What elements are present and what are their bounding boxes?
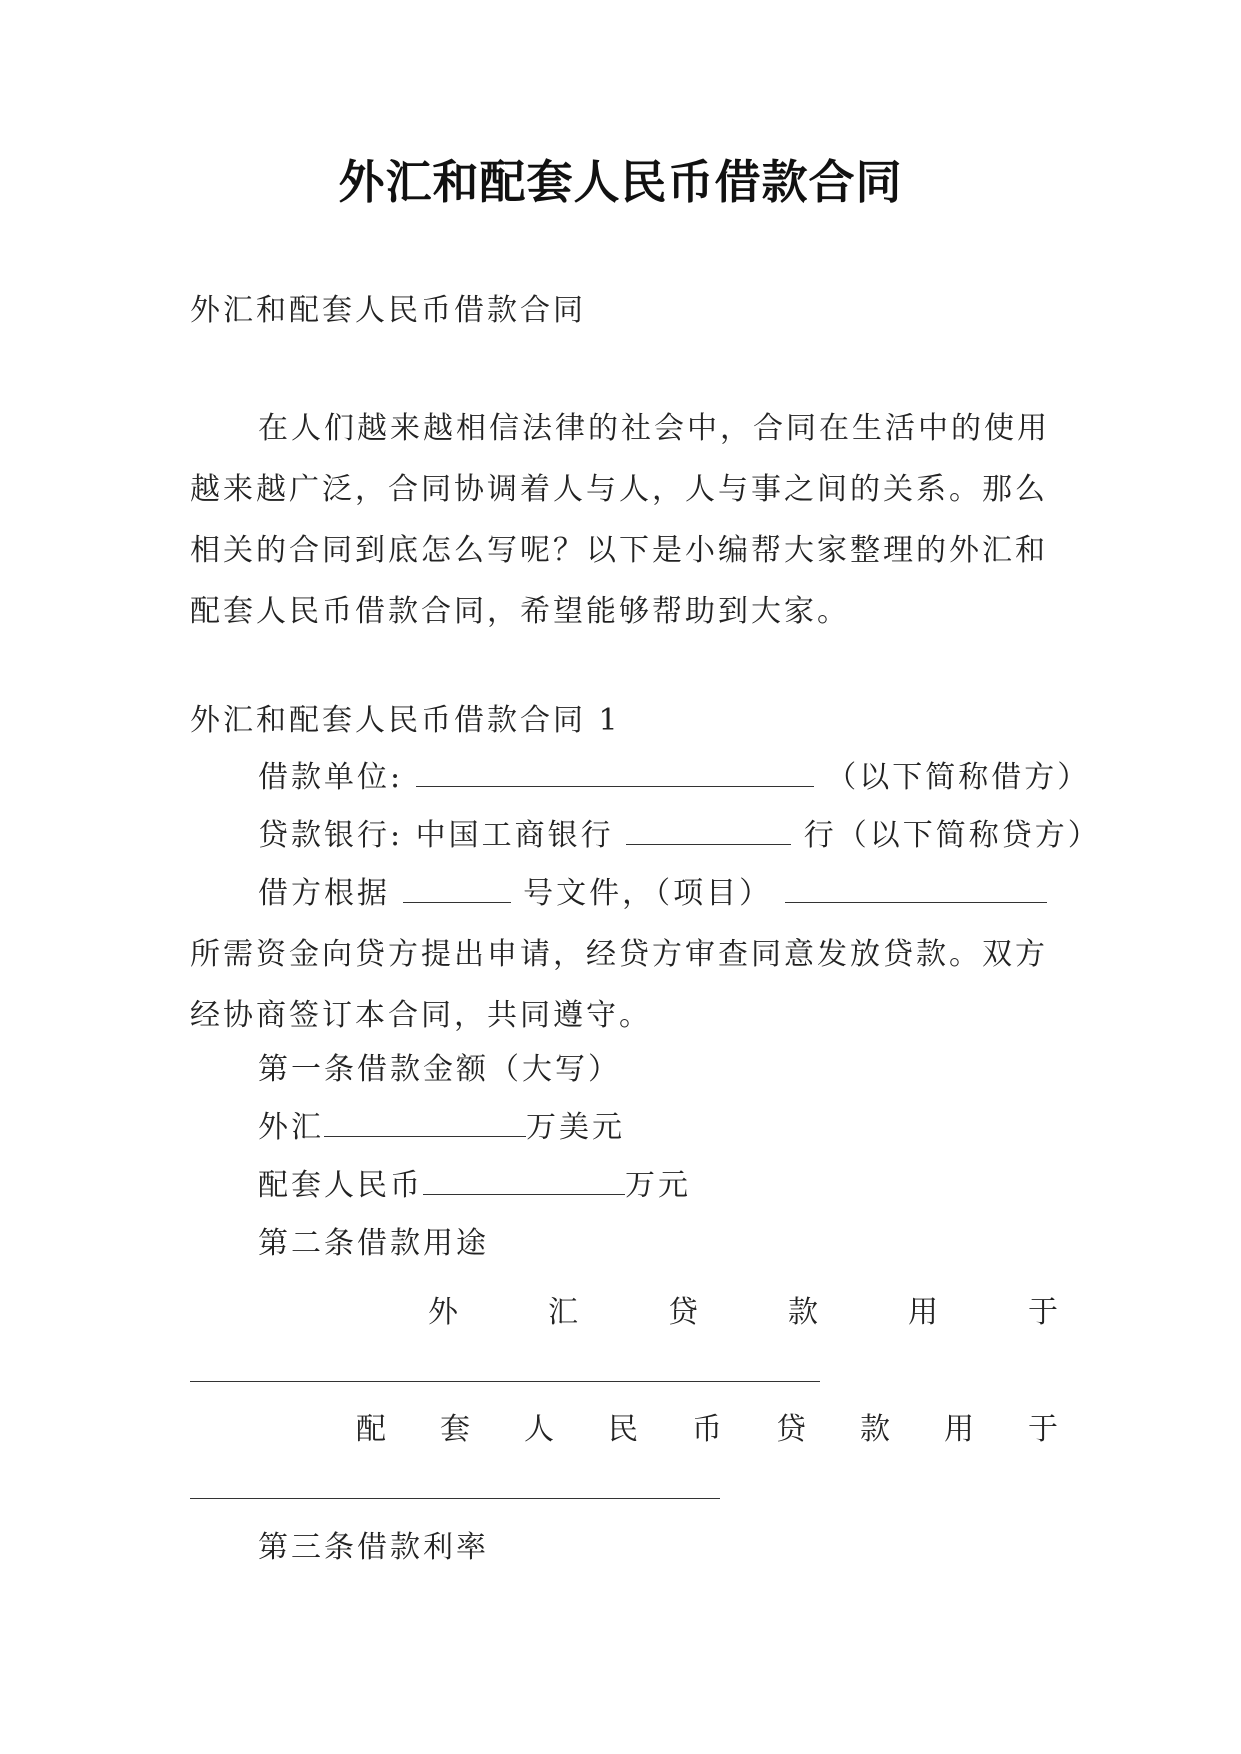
fx-use-char: 外 <box>428 1295 458 1330</box>
basis-continuation: 所需资金向贷方提出申请，经贷方审查同意发放贷款。双方经协商签订本合同，共同遵守。 <box>190 937 1048 1033</box>
basis-project-blank <box>785 876 1047 903</box>
article-2-heading: 第二条借款用途 <box>258 1226 489 1261</box>
rmb-unit: 万元 <box>625 1168 691 1203</box>
rmb-use-char: 套 <box>440 1412 470 1447</box>
rmb-use-char: 币 <box>692 1412 722 1447</box>
rmb-use-line <box>356 1410 1058 1450</box>
document-title: 外汇和配套人民币借款合同 <box>338 155 903 209</box>
fx-use-char: 贷 <box>668 1295 698 1330</box>
fx-unit: 万美元 <box>526 1110 625 1145</box>
basis-line <box>258 874 1047 914</box>
borrower-line <box>258 758 1090 798</box>
rmb-use-char: 用 <box>944 1412 974 1447</box>
fx-use-char: 于 <box>1028 1295 1058 1330</box>
rmb-use-char: 于 <box>1028 1412 1058 1447</box>
bank-line <box>258 816 1101 856</box>
rmb-amount-blank <box>423 1168 625 1195</box>
bank-label: 贷款银行: 中国工商银行 <box>258 818 614 853</box>
fx-use-char: 款 <box>788 1295 818 1330</box>
basis-mid: 号文件，（项目） <box>523 876 773 911</box>
document-subtitle: 外汇和配套人民币借款合同 <box>190 293 586 328</box>
borrower-blank <box>416 760 814 787</box>
article-3-heading: 第三条借款利率 <box>258 1530 489 1565</box>
section-heading: 外汇和配套人民币借款合同 1 <box>190 703 621 738</box>
basis-label: 借方根据 <box>258 876 390 911</box>
rmb-use-char: 贷 <box>776 1412 806 1447</box>
rmb-use-char: 配 <box>356 1412 386 1447</box>
basis-doc-blank <box>403 876 511 903</box>
borrower-label: 借款单位: <box>258 760 404 795</box>
rmb-use-char: 民 <box>608 1412 638 1447</box>
rmb-amount-line <box>258 1166 691 1206</box>
fx-use-blank <box>190 1381 820 1382</box>
rmb-use-char: 人 <box>524 1412 554 1447</box>
bank-blank <box>626 818 791 845</box>
article-1-heading: 第一条借款金额（大写） <box>258 1052 621 1087</box>
fx-use-line <box>428 1293 1058 1333</box>
borrower-suffix: （以下简称借方） <box>826 760 1091 795</box>
bank-suffix: 行（以下简称贷方） <box>803 818 1101 853</box>
intro-paragraph: 在人们越来越相信法律的社会中，合同在生活中的使用越来越广泛，合同协调着人与人，人与事之间的关系。那么相关的合同到底怎么写呢？以下是小编帮大家整理的外汇和配套人民币借款合同，希望能够帮助到大家。 <box>190 411 1050 629</box>
rmb-use-blank <box>190 1498 720 1499</box>
rmb-label: 配套人民币 <box>258 1168 423 1203</box>
fx-amount-line <box>258 1108 625 1148</box>
fx-use-char: 汇 <box>548 1295 578 1330</box>
fx-label: 外汇 <box>258 1110 324 1145</box>
rmb-use-char: 款 <box>860 1412 890 1447</box>
fx-use-char: 用 <box>908 1295 938 1330</box>
fx-amount-blank <box>324 1110 526 1137</box>
